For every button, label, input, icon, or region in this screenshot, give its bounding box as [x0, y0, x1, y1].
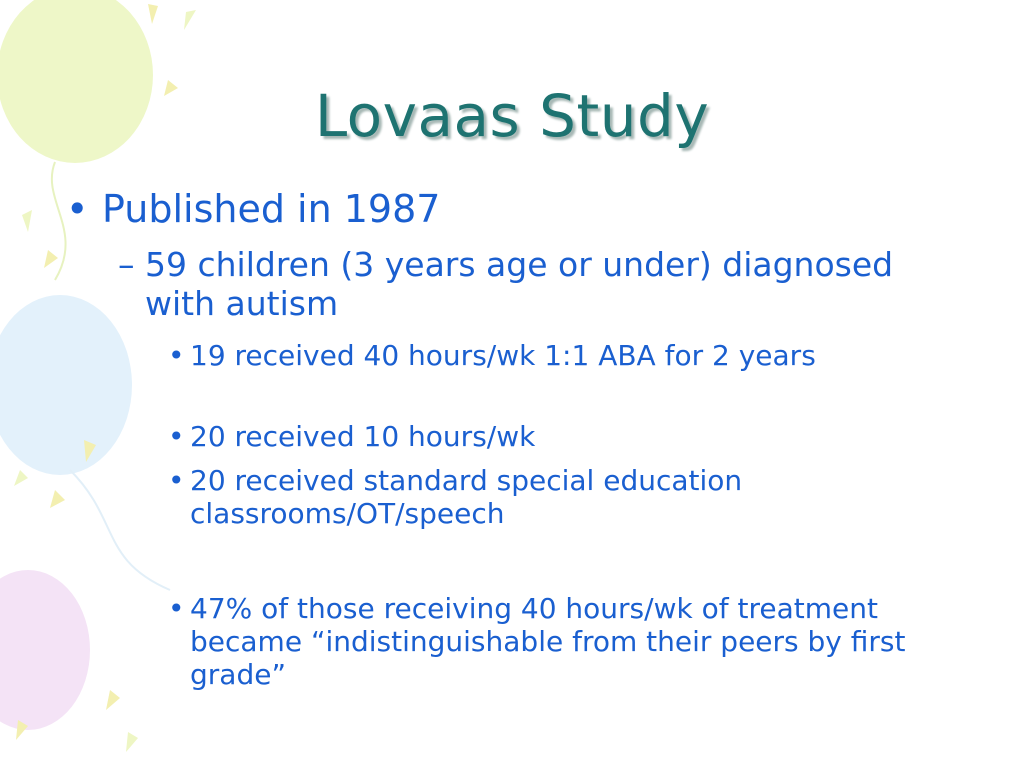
bullet-level2-text: 59 children (3 years age or under) diagnosed with autism [145, 245, 894, 323]
dash-bullet-icon: – [118, 245, 135, 284]
slide-title: Lovaas Study [314, 82, 710, 150]
bullet-level3-text: 47% of those receiving 40 hours/wk of treatment became “indistinguishable from their peers by first grade” [190, 592, 906, 691]
bullet-level3-text: 19 received 40 hours/wk 1:1 ABA for 2 years [190, 339, 816, 372]
bullet-level3-text: 20 received 10 hours/wk [190, 420, 536, 453]
bullet-icon: • [168, 420, 185, 453]
bullet-icon: • [168, 592, 185, 625]
bullet-level3-text: 20 received standard special education classrooms/OT/speech [190, 464, 743, 530]
bullet-icon: • [168, 464, 185, 497]
bullet-icon: • [66, 187, 89, 231]
bullet-icon: • [168, 339, 185, 372]
bullet-level1-text: Published in 1987 [102, 187, 441, 231]
